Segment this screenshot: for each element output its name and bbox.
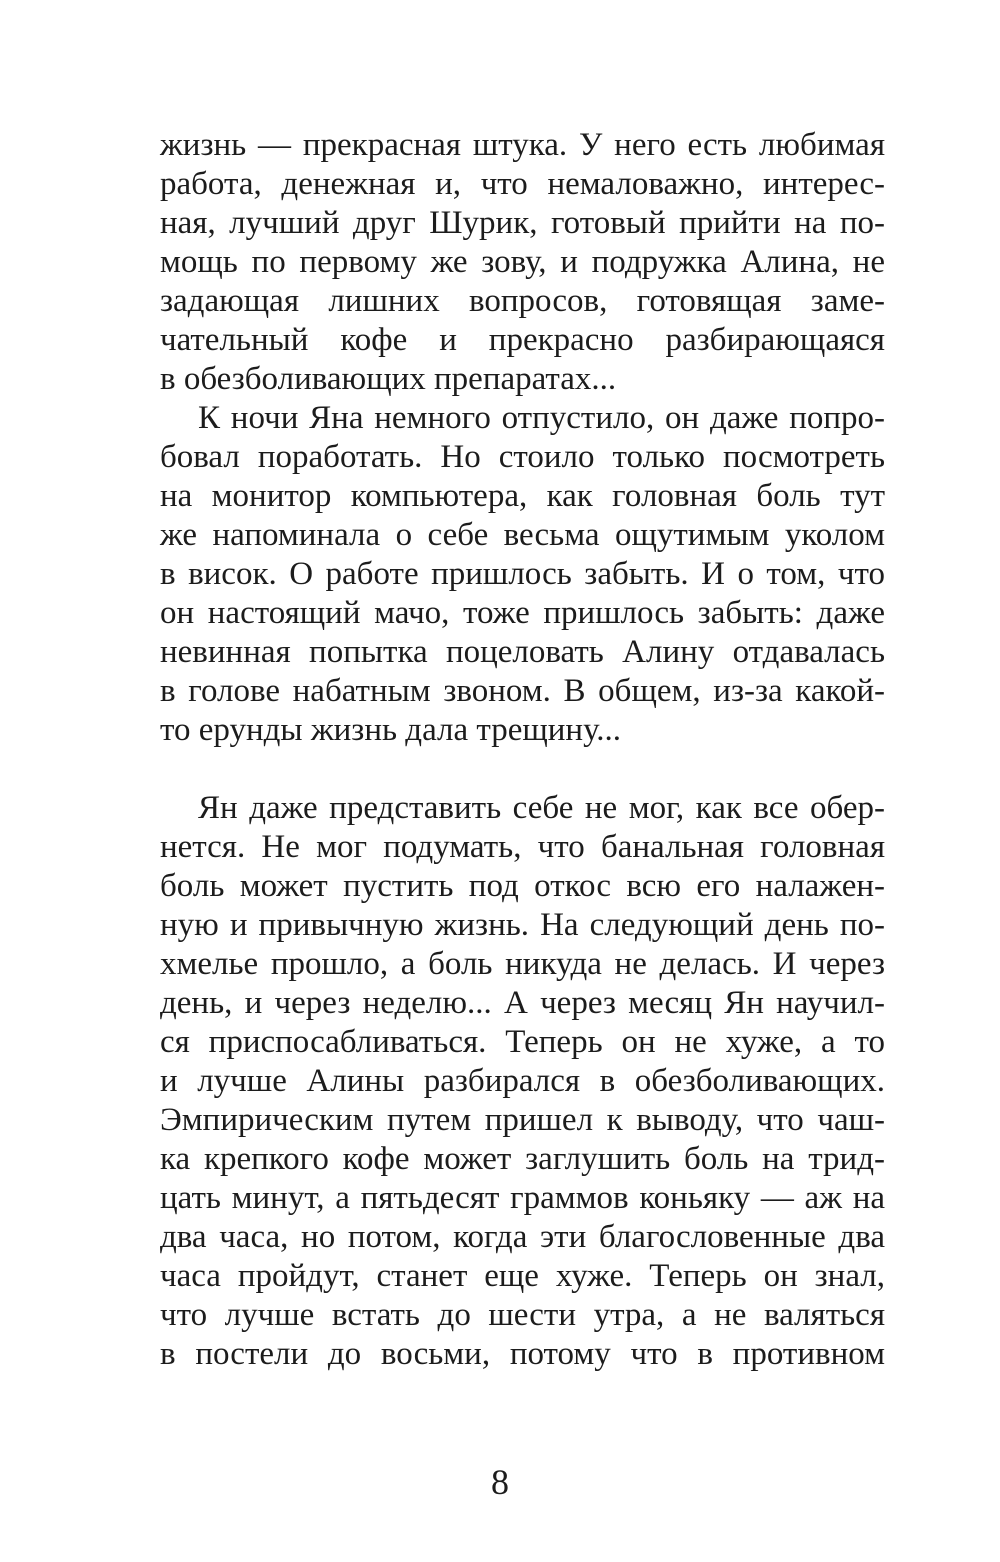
page-body: [160, 126, 885, 1374]
text-line: что лучше встать до шести утра, а не валяться: [160, 1297, 885, 1333]
text-line: в голове набатным звоном. В общем, из-за какой-: [160, 673, 885, 709]
text-line: мощь по первому же зову, и подружка Алина, не: [160, 244, 885, 280]
text-line: же напоминала о себе весьма ощутимым уколом: [160, 517, 885, 553]
text-line: Ян даже представить себе не мог, как все обер-: [198, 790, 885, 826]
text-line: день, и через неделю... А через месяц Ян научил-: [160, 985, 885, 1021]
paragraph: [160, 126, 885, 399]
text-line: задающая лишних вопросов, готовящая заме-: [160, 283, 885, 319]
text-line: К ночи Яна немного отпустило, он даже попро-: [198, 400, 885, 436]
text-line: в обезболивающих препаратах...: [160, 361, 617, 397]
text-line: цать минут, а пятьдесят граммов коньяку — аж на: [160, 1180, 885, 1216]
text-line: он настоящий мачо, тоже пришлось забыть: даже: [160, 595, 885, 631]
section-break: [160, 750, 885, 789]
text-line: ная, лучший друг Шурик, готовый прийти на по-: [160, 205, 885, 241]
text-line: невинная попытка поцеловать Алину отдавалась: [160, 634, 885, 670]
text-line: хмелье прошло, а боль никуда не делась. И через: [160, 946, 885, 982]
text-line: жизнь — прекрасная штука. У него есть любимая: [160, 127, 885, 163]
text-line: боль может пустить под откос всю его налажен-: [160, 868, 885, 904]
page-number: 8: [491, 1462, 509, 1502]
text-line: на монитор компьютера, как головная боль тут: [160, 478, 885, 514]
text-line: нется. Не мог подумать, что банальная головная: [160, 829, 885, 865]
text-line: два часа, но потом, когда эти благословенные два: [160, 1219, 885, 1255]
text-line: часа пройдут, станет еще хуже. Теперь он знал,: [160, 1258, 885, 1294]
text-line: чательный кофе и прекрасно разбирающаяся: [160, 322, 885, 358]
paragraph: [160, 399, 885, 750]
text-line: то ерунды жизнь дала трещину...: [160, 712, 622, 748]
text-line: ную и привычную жизнь. На следующий день по-: [160, 907, 885, 943]
paragraph: [160, 789, 885, 1374]
text-line: и лучше Алины разбирался в обезболивающих.: [160, 1063, 885, 1099]
text-line: в постели до восьми, потому что в противном: [160, 1336, 885, 1372]
text-line: Эмпирическим путем пришел к выводу, что чаш-: [160, 1102, 885, 1138]
text-line: ся приспосабливаться. Теперь он не хуже, а то: [160, 1024, 885, 1060]
text-line: ка крепкого кофе может заглушить боль на трид-: [160, 1141, 885, 1177]
text-line: в висок. О работе пришлось забыть. И о том, что: [160, 556, 885, 592]
text-line: работа, денежная и, что немаловажно, интерес-: [160, 166, 885, 202]
text-line: бовал поработать. Но стоило только посмотреть: [160, 439, 885, 475]
